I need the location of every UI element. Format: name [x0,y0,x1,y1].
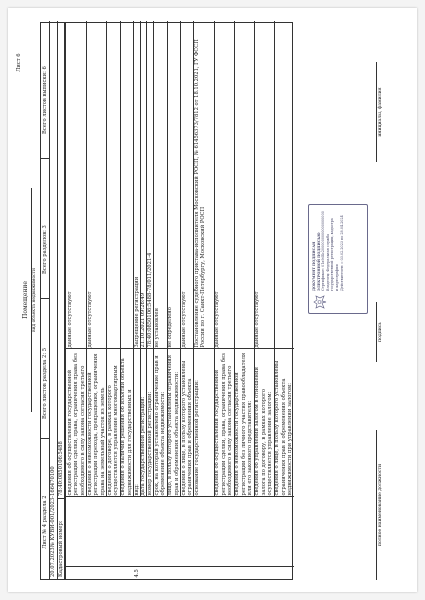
signature-line-initials [376,62,377,162]
signature-line-sign [376,302,377,362]
sheet-label: Лист 6 [16,53,22,72]
row-label: сведения о невозможности государственной регистрации перехода, прекращения, ограничения права на земельный участок из земель [86,353,106,496]
stamp-line: Действителен: с 03.02.2023 по 28.04.2024 [339,215,344,291]
row-value [106,23,119,349]
row-value [274,23,294,349]
row-number [66,567,86,579]
row-value: данные отсутствуют [86,291,93,348]
row-label: сведения о невозможности государственной регистрации без личного участия правообладателя или его законного представителя: [234,352,254,496]
extract-number: № КУВИ-001/2023-166470100 [50,466,56,547]
table-row [234,23,254,579]
row-value: Постановление судебного пристава-исполнителя Московский РОСП, № 61456373/7812 от 18.10.2021, ГУ ФССП России по г. Санкт-Петербургу, Московский РОСП [193,39,207,348]
row-value: не установлен [153,308,160,348]
row-value: Запрещение регистрации [133,276,140,348]
row-number [234,567,254,579]
table-row [214,23,234,579]
row-number [167,567,180,579]
row-number: 4.5 [133,569,140,578]
stamp-line: государственной регистрации, кадастра [330,218,335,291]
cadastral-label: Кадастровый номер: [58,520,64,577]
row-label: сведения о наличии решения об изъятии объекта недвижимости для государственных и [120,358,133,496]
row-value: данные отсутствуют [180,291,187,348]
row-label: сведения об осуществлении государственной регистрации сделки, права, ограничения права без необходимого в силу закона согласия третьего [214,353,234,496]
signature-sign-caption: подпись [378,322,383,342]
encumbrance-table [65,22,293,580]
electronic-signature-stamp [308,204,368,314]
row-number [153,567,166,579]
table-row [153,23,166,579]
row-value: 21.10.2021 09:26:49 [140,292,147,348]
table-row [193,23,213,579]
table-row [274,23,294,579]
sections-total: Всего разделов: 3 [42,225,48,274]
stamp-line: Владелец: Федеральная служба [325,233,330,291]
row-value: данные отсутствуют [214,291,221,348]
table-row [86,23,106,579]
row-number [140,567,147,579]
eagle-emblem-icon [312,294,328,310]
stamp-line: и картографии [334,264,339,291]
signature-initials-caption: инициалы, фамилия [378,87,383,137]
row-number [274,567,294,579]
table-row [140,23,147,579]
stamp-text [312,207,344,291]
row-label: номер государственной регистрации: [146,391,153,496]
cadastral-number: 78:40:0850106:5488 [58,441,64,496]
row-number [120,567,133,579]
table-row [133,23,140,579]
table-row [167,23,180,579]
row-value: 78:40:0850106:5488-78/011/2021-4 [146,252,153,348]
row-label: сведения о лице, в пользу которого установлены ограничения прав и обременения объекта недвижимости при управлении залогом: [274,360,294,496]
row-value: не определено [167,307,174,348]
table-row [180,23,193,579]
row-number [193,567,213,579]
extract-date: 20.07.2023 [50,547,56,577]
signature-position-caption: полное наименование должности [378,463,383,547]
stamp-line: Сертификат: 01a9d4c2000000000000000000 [321,211,326,291]
meta-table [40,22,65,580]
row-number [180,567,193,579]
row-label: основание государственной регистрации: [193,380,200,496]
row-label: сведения об осуществлении государственной регистрации сделки, права, ограничения права без необходимого в силу закона согласия третьего [66,353,86,496]
row-label: дата государственной регистрации: [140,396,147,496]
row-label: сведения о лице, в пользу которого установлены ограничения прав и обременения объекта [180,360,193,496]
row-value: данные отсутствуют [66,291,73,348]
table-row [146,23,153,579]
rotated-content [8,8,417,592]
row-number [146,567,153,579]
row-number [86,567,106,579]
row-value [234,23,254,349]
document-page [8,8,417,592]
row-label: срок, на который установлено ограничение прав и обременение объекта недвижимости: [153,355,167,496]
table-row [106,23,119,579]
row-label: сведения об управлении залогом в отношении залога по договору, в рамках которого осуществляется управление залогом: [254,367,274,496]
row-number [106,567,119,579]
row-label: сведения о договоре, в рамках которого осуществляется управление многоквартирным [106,365,120,496]
doc-subtitle: вид объекта недвижимости [32,268,37,332]
table-row [254,23,274,579]
row-value [120,23,133,349]
table-row [66,23,86,579]
sheets-total-section: Всего листов раздела 2: 5 [42,347,48,419]
sheet-number: Лист № 4 раздела 2 [42,495,48,549]
row-number [254,567,274,579]
stamp-line: ЭЛЕКТРОННОЙ ПОДПИСЬЮ [316,232,321,291]
row-label: лицо, в пользу которого установлены ограничения прав и обременения объекта недвижимости: [167,355,180,496]
row-value: данные отсутствуют [254,291,261,348]
stamp-line: ДОКУМЕНТ ПОДПИСАН [312,241,316,291]
row-label: вид: [133,484,140,496]
doc-title: Помещение [22,281,29,319]
table-row [120,23,133,579]
sheets-total-extract: Всего листов выписки: 6 [42,66,48,134]
signature-line-position [376,430,377,580]
row-number [214,567,234,579]
